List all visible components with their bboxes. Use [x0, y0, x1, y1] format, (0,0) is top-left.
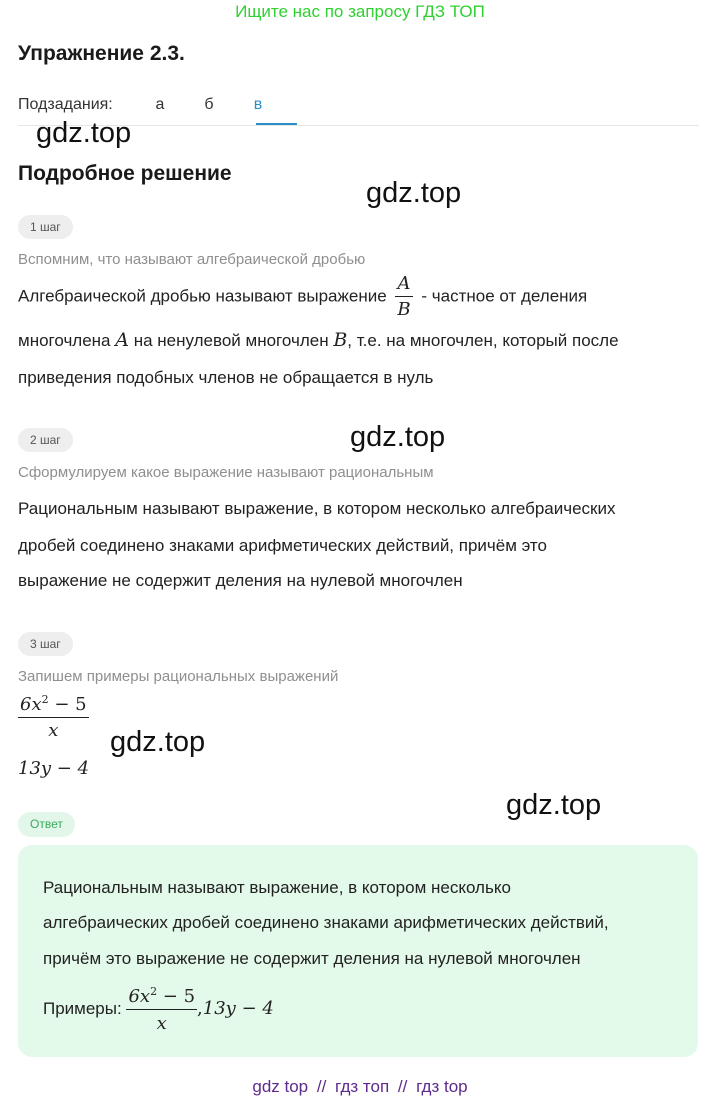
watermark: gdz.top — [366, 177, 462, 209]
active-tab-indicator — [256, 123, 297, 125]
fraction-a-over-b — [395, 274, 412, 320]
answer-box — [18, 845, 698, 1057]
step-2-line-2: дробей соединено знаками арифметических действий, причём это — [18, 536, 547, 555]
watermark: gdz.top — [110, 726, 206, 758]
watermark: gdz.top — [506, 789, 602, 821]
fraction-6x2-5-over-x — [126, 985, 197, 1034]
step-2-line-3: выражение не содержит деления на нулевой многочлен — [18, 571, 463, 590]
step-1-badge: 1 шаг — [18, 215, 73, 239]
step-3-badge: 3 шаг — [18, 632, 73, 656]
solution-title: Подробное решение — [18, 162, 232, 185]
fraction-numerator — [126, 985, 197, 1010]
answer-badge: Ответ — [18, 812, 75, 837]
step-3-hint: Запишем примеры рациональных выражений — [18, 668, 339, 685]
term-minus-5: − 5 — [48, 694, 87, 715]
watermark: gdz.top — [36, 117, 132, 149]
fraction-denominator: x — [156, 1013, 167, 1034]
example-fraction — [18, 690, 89, 741]
subtask-tab-a[interactable]: а — [155, 96, 165, 113]
step-1-line-2-b: на ненулевой многочлен — [133, 331, 329, 350]
exponent: 2 — [41, 693, 49, 706]
separator-comma: , — [197, 997, 203, 1019]
footer-link[interactable]: гдз топ — [335, 1077, 390, 1096]
example-13y-4: 13y − 4 — [202, 997, 274, 1019]
footer-link[interactable]: gdz top — [252, 1077, 309, 1096]
answer-line-3: причём это выражение не содержит деления на нулевой многочлен — [43, 949, 581, 968]
fraction-denominator: B — [397, 299, 411, 320]
fraction-6x2-5-over-x — [18, 690, 89, 741]
step-2-line-1: Рациональным называют выражение, в котором несколько алгебраических — [18, 499, 616, 518]
answer-line-1: Рациональным называют выражение, в котором несколько — [43, 878, 511, 897]
footer-separator: // — [316, 1077, 327, 1096]
footer-separator: // — [397, 1077, 408, 1096]
fraction-numerator: A — [395, 274, 412, 297]
step-1-line-2 — [18, 330, 619, 351]
step-1-line-1-end: - частное от деления — [421, 286, 588, 306]
term-minus-5: − 5 — [157, 986, 196, 1007]
example-13y-4: 13y − 4 — [18, 758, 90, 779]
answer-examples — [43, 985, 274, 1037]
exponent: 2 — [150, 985, 158, 998]
fraction-numerator — [18, 690, 89, 718]
variable-a: A — [115, 329, 129, 351]
step-1-line-3: приведения подобных членов не обращается в нуль — [18, 368, 434, 387]
step-1-line-1 — [18, 274, 587, 326]
variable-b: B — [333, 329, 348, 351]
subtasks-label: Подзадания: — [18, 96, 113, 113]
step-2-hint: Сформулируем какое выражение называют рациональным — [18, 464, 434, 481]
step-1-hint: Вспомним, что называют алгебраической дробью — [18, 251, 366, 268]
footer-links — [0, 1077, 720, 1097]
step-1-line-1-start: Алгебраической дробью называют выражение — [18, 286, 387, 306]
watermark: gdz.top — [350, 421, 446, 453]
step-1-line-2-c: , т.е. на многочлен, который после — [347, 331, 619, 350]
step-2-badge: 2 шаг — [18, 428, 73, 452]
term-6x: 6x — [128, 986, 151, 1007]
exercise-title: Упражнение 2.3. — [18, 42, 185, 65]
footer-link[interactable]: гдз top — [416, 1077, 468, 1096]
term-6x: 6x — [20, 694, 42, 715]
step-1-line-2-a: многочлена — [18, 331, 111, 350]
fraction-denominator: x — [48, 720, 59, 741]
answer-line-2: алгебраических дробей соединено знаками арифметических действий, — [43, 913, 609, 932]
subtask-tab-b[interactable]: б — [204, 96, 214, 113]
subtask-tab-v[interactable]: в — [253, 96, 263, 113]
answer-examples-label: Примеры: — [43, 998, 122, 1018]
top-banner: Ищите нас по запросу ГДЗ ТОП — [235, 2, 485, 21]
